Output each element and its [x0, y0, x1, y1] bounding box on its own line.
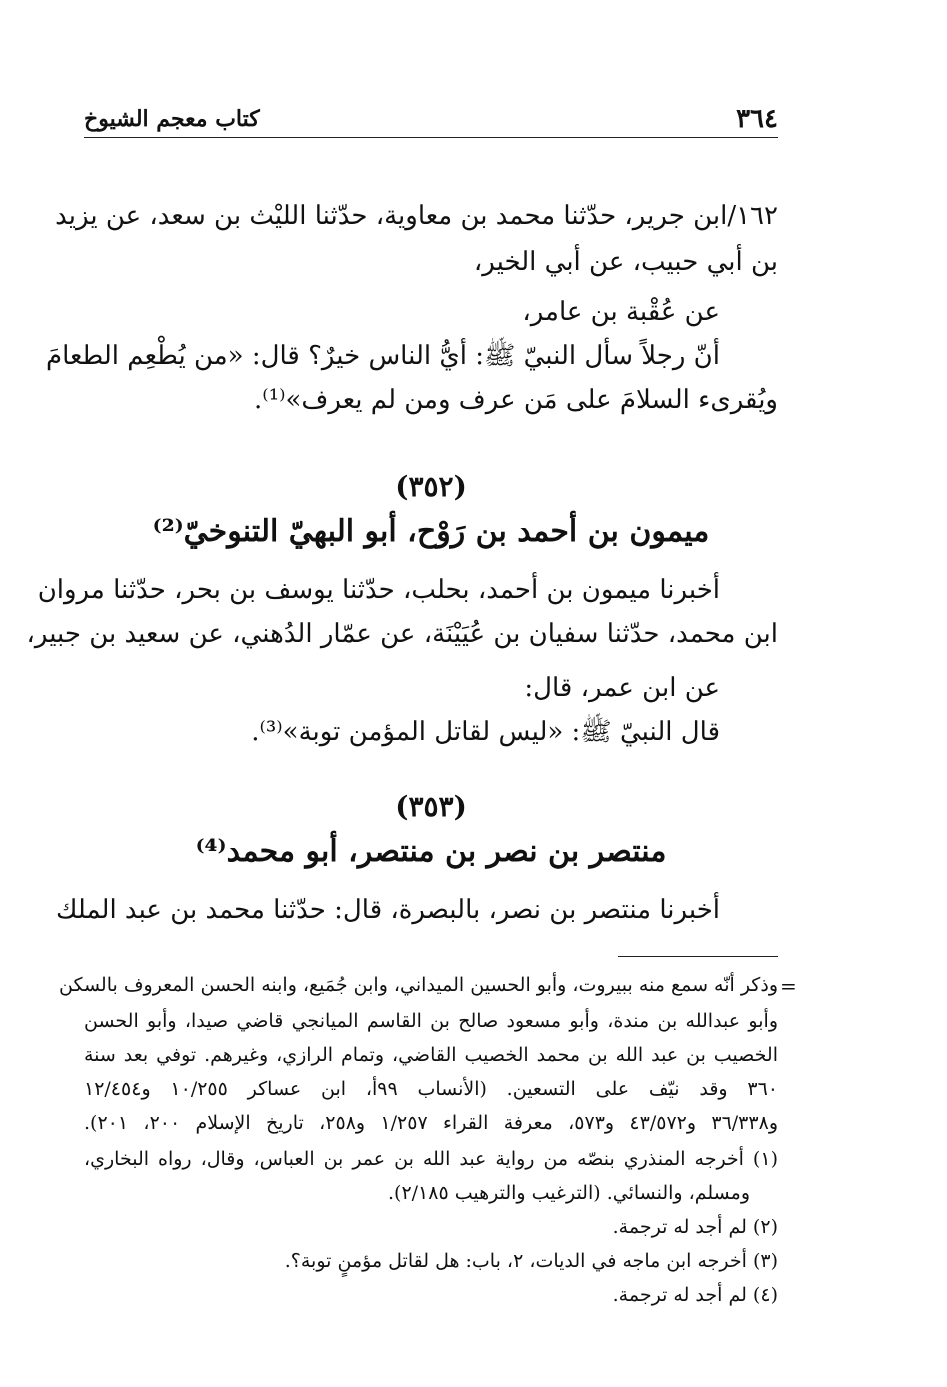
entry-353-line-1: أخبرنا منتصر بن نصر، بالبصرة، قال: حدّثنا محمد بن عبد الملك [55, 895, 720, 925]
entry-353-number: (٣٥٣) [395, 790, 467, 823]
page-number: ٣٦٤ [736, 104, 778, 134]
footnote-continuation-mark: = [780, 974, 797, 998]
footnote-continuation-line-2: وأبو عبدالله بن مندة، وأبو مسعود صالح بن القاسم الميانجي قاضي صيدا، وأبو الحسن [84, 1010, 778, 1032]
entry-352-number: (٣٥٢) [395, 470, 467, 503]
footnote-2: (٢) لم أجد له ترجمة. [612, 1216, 778, 1238]
header-rule [84, 137, 778, 138]
entry-352-line-4: قال النبيّ ﷺ: «ليس لقاتل المؤمن توبة»⁽³⁾. [251, 717, 720, 747]
footnote-continuation-line-4: ٣٦٠ وقد نيّف على التسعين. (الأنساب ٩٩أ، ابن عساكر ١٠/٢٥٥ و١٢/٤٥٤ [84, 1078, 778, 1100]
hadith-162-line-2: بن أبي حبيب، عن أبي الخير، [473, 247, 778, 277]
footnote-4: (٤) لم أجد له ترجمة. [612, 1284, 778, 1306]
footnote-continuation-line-5: و٣٦/٣٣٨ و٤٣/٥٧٢ و٥٧٣، معرفة القراء ١/٢٥٧ و٢٥٨، تاريخ الإسلام ٢٠٠، ٢٠١). [84, 1112, 778, 1134]
hadith-162-line-1: ١٦٢/ابن جرير، حدّثنا محمد بن معاوية، حدّثنا الليْث بن سعد، عن يزيد [55, 201, 778, 231]
footnote-continuation-line-1: وذكر أنّه سمع منه ببيروت، وأبو الحسين الميداني، وابن جُمَيع، وابنه الحسن المعروف بالسكن [59, 974, 778, 996]
entry-353-title: منتصر بن نصر بن منتصر، أبو محمد⁽⁴⁾ [195, 834, 667, 869]
footnote-continuation-line-3: الخصيب بن عبد الله بن محمد الخصيب القاضي، وتمام الرازي، وغيرهم. توفي بعد سنة [84, 1044, 778, 1066]
entry-352-line-1: أخبرنا ميمون بن أحمد، بحلب، حدّثنا يوسف بن بحر، حدّثنا مروان [37, 575, 720, 605]
entry-352-line-3: عن ابن عمر، قال: [524, 673, 720, 703]
running-header [84, 98, 778, 132]
hadith-162-line-5: ويُقرىء السلامَ على مَن عرف ومن لم يعرف»⁽¹⁾. [254, 385, 778, 415]
book-title: كتاب معجم الشيوخ [84, 106, 260, 132]
hadith-162-line-3: عن عُقْبة بن عامر، [522, 297, 720, 327]
entry-352-line-2: ابن محمد، حدّثنا سفيان بن عُيَيْنَة، عن عمّار الدُهني، عن سعيد بن جبير، [26, 619, 778, 649]
entry-352-title: ميمون بن أحمد بن رَوْح، أبو البهيّ التنوخيّ⁽²⁾ [152, 514, 710, 549]
footnote-separator [618, 956, 778, 957]
footnote-1-line-2: ومسلم، والنسائي. (الترغيب والترهيب ٢/١٨٥). [388, 1182, 750, 1204]
hadith-162-line-4: أنّ رجلاً سأل النبيّ ﷺ: أيُّ الناس خيرٌ؟ قال: «من يُطْعِم الطعامَ [45, 341, 720, 371]
footnote-1-line-1: (١) أخرجه المنذري بنصّه من رواية عبد الله بن عمر بن العباس، وقال، رواه البخاري، [84, 1148, 778, 1170]
footnote-3: (٣) أخرجه ابن ماجه في الديات، ٢، باب: هل لقاتل مؤمنٍ توبة؟. [284, 1250, 778, 1272]
